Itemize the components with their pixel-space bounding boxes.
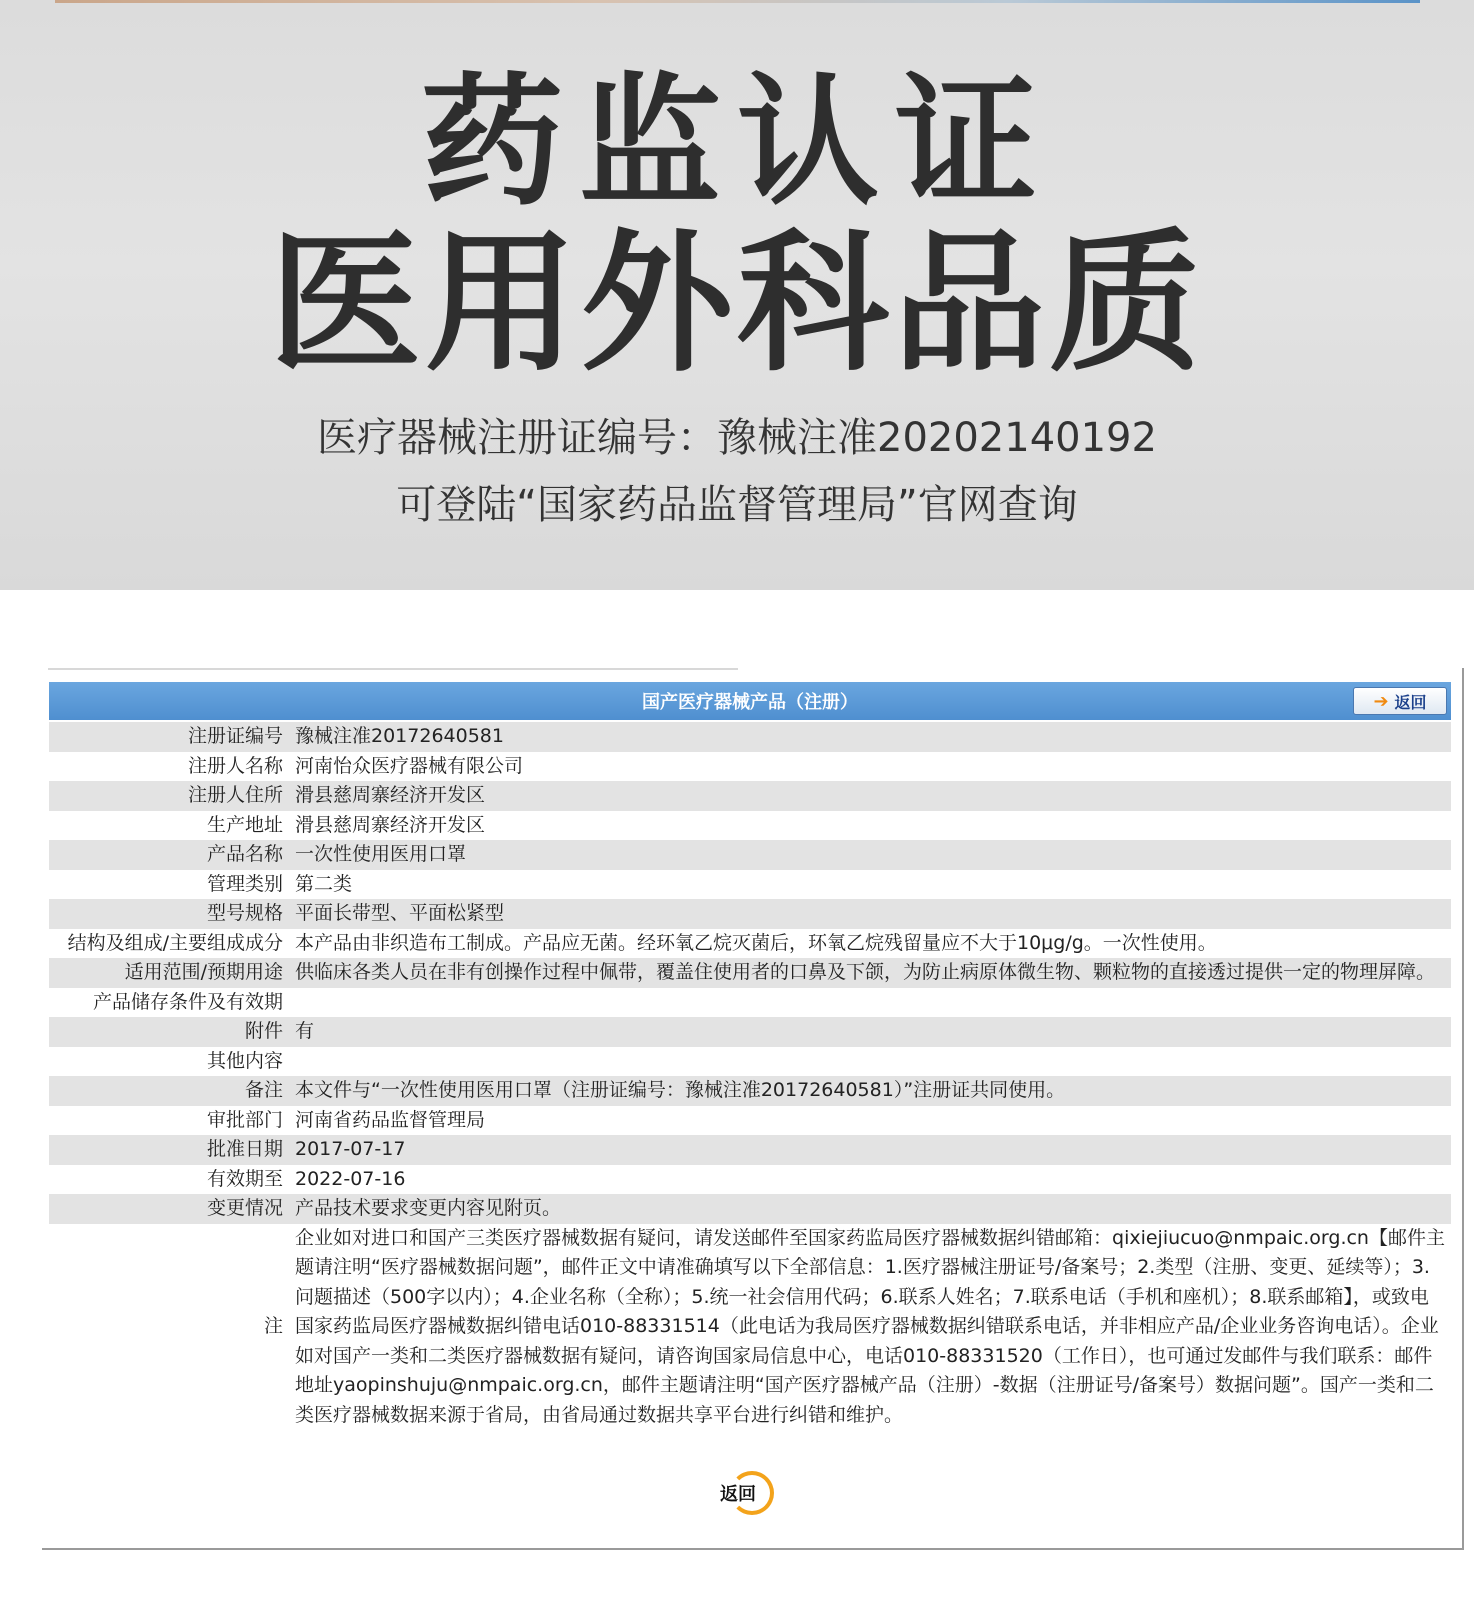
panel-header — [49, 682, 1451, 720]
registration-detail-panel — [42, 668, 1464, 1550]
row-value: 有 — [291, 1017, 1451, 1047]
footer-back-button[interactable] — [702, 1471, 774, 1515]
table-row — [49, 1076, 1451, 1106]
table-row — [49, 870, 1451, 900]
table-row — [49, 899, 1451, 929]
row-label: 产品名称 — [49, 840, 291, 870]
header-back-label: 返回 — [1394, 692, 1427, 712]
row-value: 2022-07-16 — [291, 1165, 1451, 1195]
banner-query-hint: 可登陆“国家药品监督管理局”官网查询 — [396, 482, 1078, 528]
table-row — [49, 988, 1451, 1018]
row-label: 注册人住所 — [49, 781, 291, 811]
table-row — [49, 1106, 1451, 1136]
row-label: 变更情况 — [49, 1194, 291, 1224]
row-value: 本文件与“一次性使用医用口罩（注册证编号：豫械注准20172640581）”注册证共同使用。 — [291, 1076, 1451, 1106]
table-row — [49, 811, 1451, 841]
row-value: 一次性使用医用口罩 — [291, 840, 1451, 870]
banner-registration-number: 医疗器械注册证编号：豫械注准20202140192 — [317, 415, 1157, 461]
row-label: 生产地址 — [49, 811, 291, 841]
banner-title-line1: 药监认证 — [421, 60, 1053, 225]
row-label: 附件 — [49, 1017, 291, 1047]
arrow-right-icon: ➔ — [1373, 690, 1389, 712]
table-row — [49, 840, 1451, 870]
header-back-button[interactable] — [1353, 687, 1447, 715]
table-row — [49, 781, 1451, 811]
table-row — [49, 1017, 1451, 1047]
row-label: 其他内容 — [49, 1047, 291, 1077]
row-label: 注册证编号 — [49, 722, 291, 752]
row-value: 豫械注准20172640581 — [291, 722, 1451, 752]
row-value: 本产品由非织造布工制成。产品应无菌。经环氧乙烷灭菌后，环氧乙烷残留量应不大于10μg/g。一次性使用。 — [291, 929, 1451, 959]
table-row — [49, 1165, 1451, 1195]
row-value — [291, 988, 1451, 1018]
row-value: 产品技术要求变更内容见附页。 — [291, 1194, 1451, 1224]
promo-banner — [0, 0, 1474, 590]
row-value: 河南怡众医疗器械有限公司 — [291, 752, 1451, 782]
footer-back-label: 返回 — [720, 1484, 756, 1505]
row-label: 型号规格 — [49, 899, 291, 929]
table-row — [49, 1135, 1451, 1165]
note-text: 企业如对进口和国产三类医疗器械数据有疑问，请发送邮件至国家药监局医疗器械数据纠错邮箱：qixiejiucuo@nmpaic.org.cn【邮件主题请注明“医疗器械数据问题”，邮件正文中请准确填写以下全部信息：1.医疗器械注册证号/备案号；2.类型（注册、变更、延续等）；3.问题描述（500字以内）；4.企业名称（全称）；5.统一社会信用代码；6.联系人姓名；7.联系电话（手机和座机）；8.联系邮箱】，或致电国家药监局医疗器械数据纠错电话010-88331514（此电话为我局医疗器械数据纠错联系电话，并非相应产品/企业业务咨询电话）。企业如对国产一类和二类医疗器械数据有疑问，请咨询国家局信息中心，电话010-88331520（工作日），也可通过发邮件与我们联系：邮件地址yaopinshuju@nmpaic.org.cn，邮件主题请注明“国产医疗器械产品（注册）-数据（注册证号/备案号）数据问题”。国产一类和二类医疗器械数据来源于省局，由省局通过数据共享平台进行纠错和维护。 — [291, 1224, 1451, 1431]
row-label: 审批部门 — [49, 1106, 291, 1136]
note-label: 注 — [49, 1224, 291, 1431]
row-label: 管理类别 — [49, 870, 291, 900]
note-row — [49, 1224, 1451, 1431]
table-row — [49, 958, 1451, 988]
row-value: 滑县慈周寨经济开发区 — [291, 811, 1451, 841]
table-row — [49, 1194, 1451, 1224]
row-label: 适用范围/预期用途 — [49, 958, 291, 988]
row-value — [291, 1047, 1451, 1077]
row-label: 有效期至 — [49, 1165, 291, 1195]
row-label: 产品储存条件及有效期 — [49, 988, 291, 1018]
panel-top-divider — [48, 668, 738, 670]
row-value: 平面长带型、平面松紧型 — [291, 899, 1451, 929]
table-row — [49, 929, 1451, 959]
banner-title-line2: 医用外科品质 — [269, 215, 1205, 392]
row-value: 第二类 — [291, 870, 1451, 900]
table-row — [49, 1047, 1451, 1077]
row-value: 供临床各类人员在非有创操作过程中佩带，覆盖住使用者的口鼻及下颌，为防止病原体微生物、颗粒物的直接透过提供一定的物理屏障。 — [291, 958, 1451, 988]
row-label: 批准日期 — [49, 1135, 291, 1165]
row-label: 注册人名称 — [49, 752, 291, 782]
table-row — [49, 752, 1451, 782]
banner-top-strip — [55, 0, 1420, 3]
detail-table — [49, 722, 1451, 1430]
row-value: 滑县慈周寨经济开发区 — [291, 781, 1451, 811]
row-value: 河南省药品监督管理局 — [291, 1106, 1451, 1136]
panel-header-title: 国产医疗器械产品（注册） — [642, 692, 858, 713]
row-label: 备注 — [49, 1076, 291, 1106]
row-value: 2017-07-17 — [291, 1135, 1451, 1165]
row-label: 结构及组成/主要组成成分 — [49, 929, 291, 959]
table-row — [49, 722, 1451, 752]
